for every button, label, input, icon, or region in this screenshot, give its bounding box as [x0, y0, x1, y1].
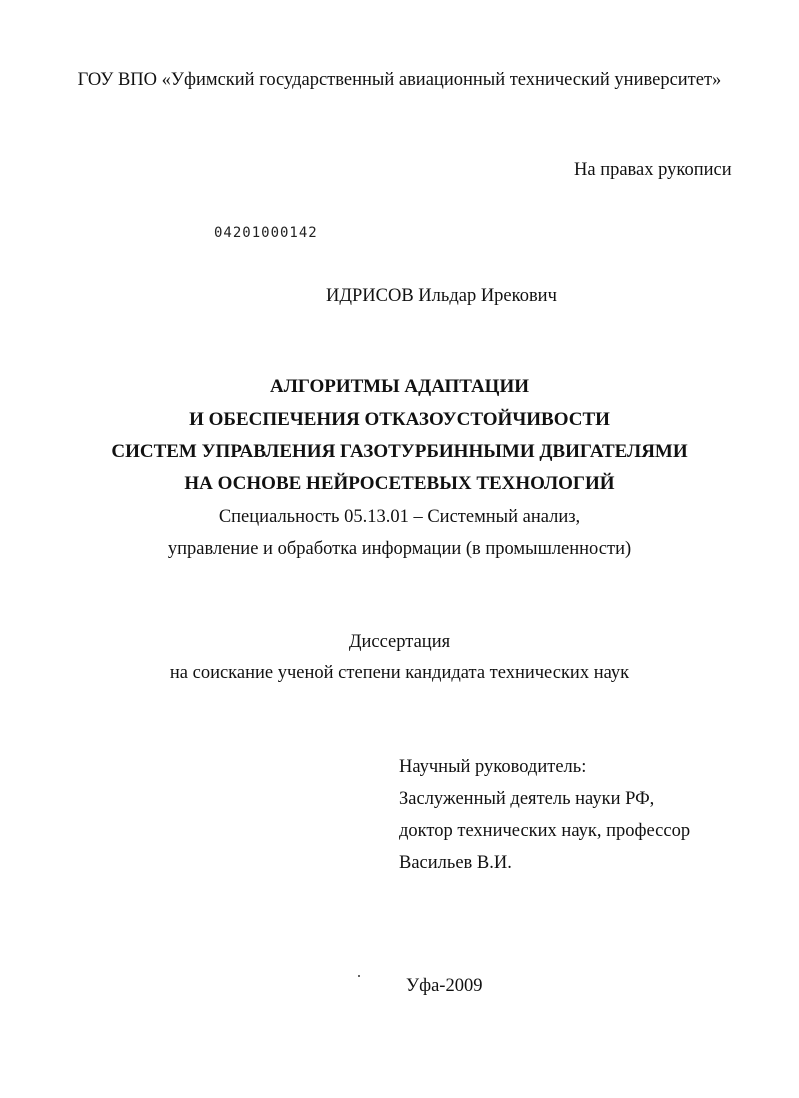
manuscript-note: На правах рукописи — [574, 160, 732, 180]
supervisor-title-1: Заслуженный деятель науки РФ, — [399, 789, 655, 809]
title-line-1: АЛГОРИТМЫ АДАПТАЦИИ — [269, 376, 530, 397]
specialty-line-1: Специальность 05.13.01 – Системный анализ, — [218, 507, 581, 527]
author-name: ИДРИСОВ Ильдар Ирекович — [326, 286, 557, 306]
place-year: Уфа-2009 — [406, 976, 483, 996]
supervisor-name: Васильев В.И. — [399, 853, 512, 873]
institution-name: ГОУ ВПО «Уфимский государственный авиационный технический университет» — [77, 70, 722, 90]
thesis-purpose: на соискание ученой степени кандидата технических наук — [169, 663, 630, 683]
registration-number: 04201000142 — [214, 225, 318, 241]
specialty-line-2: управление и обработка информации (в промышленности) — [167, 539, 632, 559]
title-line-2: И ОБЕСПЕЧЕНИЯ ОТКАЗОУСТОЙЧИВОСТИ — [189, 409, 610, 430]
title-line-4: НА ОСНОВЕ НЕЙРОСЕТЕВЫХ ТЕХНОЛОГИЙ — [184, 473, 615, 494]
thesis-type: Диссертация — [348, 632, 451, 652]
supervisor-label: Научный руководитель: — [399, 757, 587, 777]
scan-speck — [358, 975, 360, 977]
title-line-3: СИСТЕМ УПРАВЛЕНИЯ ГАЗОТУРБИННЫМИ ДВИГАТЕЛЯМИ — [111, 441, 688, 462]
supervisor-title-2: доктор технических наук, профессор — [399, 821, 691, 841]
